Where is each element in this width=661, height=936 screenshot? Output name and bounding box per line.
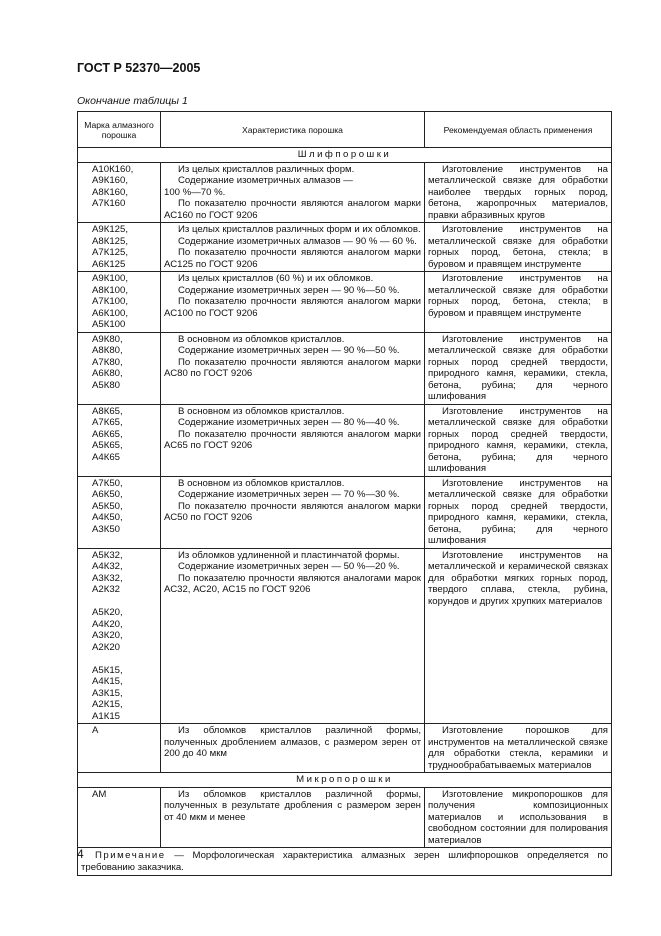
application-text: Изготовление микропорошков для получения композиционных материалов и использования в свободном состоянии для полирования материалов bbox=[428, 788, 608, 846]
characteristic-cell bbox=[161, 332, 425, 404]
application-cell bbox=[425, 272, 612, 333]
characteristic-line: По показателю прочности являются аналогом марки АС160 по ГОСТ 9206 bbox=[164, 198, 421, 221]
note-label: Примечание bbox=[95, 850, 166, 861]
section-title-grinding: Шлифпорошки bbox=[78, 148, 612, 163]
application-text: Изготовление инструментов на металлической связке для обработки горных пород средней твердости, природного камня, керамики, стекла, бетона, рубина; для черного шлифования bbox=[428, 405, 608, 474]
table-row bbox=[78, 332, 612, 404]
application-text: Изготовление инструментов на металлической связке для обработки наиболее твердых горных пород, бетона, жаропрочных материалов, правки абразивных кругов bbox=[428, 163, 608, 221]
application-cell bbox=[425, 404, 612, 476]
grade-cell: А9К100, А8К100, А7К100, А6К100, А5К100 bbox=[78, 272, 161, 333]
application-text: Изготовление инструментов на металлической связке для обработки горных пород, бетона, стекла; в буровом и правящем инструменте bbox=[428, 273, 608, 319]
table-row bbox=[78, 548, 612, 724]
characteristic-cell bbox=[161, 162, 425, 223]
characteristic-cell bbox=[161, 404, 425, 476]
page-number: 4 bbox=[77, 847, 84, 861]
characteristic-cell bbox=[161, 272, 425, 333]
application-text: Изготовление инструментов на металлической связке для обработки горных пород средней твердости, природного камня, керамики, стекла, бетона, рубина; для черного шлифования bbox=[428, 477, 608, 546]
characteristic-line: В основном из обломков кристаллов. bbox=[178, 333, 345, 345]
application-cell bbox=[425, 724, 612, 773]
note-row bbox=[78, 848, 612, 876]
characteristic-line: По показателю прочности являются аналогами марок АС32, АС20, АС15 по ГОСТ 9206 bbox=[164, 572, 421, 595]
characteristic-line: 100 %—70 %. bbox=[164, 186, 226, 198]
characteristic-line: В основном из обломков кристаллов. bbox=[178, 405, 345, 417]
table-row bbox=[78, 476, 612, 548]
characteristic-line: Содержание изометричных зерен — 70 %—30 %. bbox=[178, 489, 400, 500]
characteristic-line: По показателю прочности являются аналогом марки АС80 по ГОСТ 9206 bbox=[164, 356, 421, 379]
characteristic-cell bbox=[161, 223, 425, 272]
section-row-micro-powders bbox=[78, 773, 612, 788]
table-note bbox=[78, 848, 612, 876]
table-row bbox=[78, 272, 612, 333]
characteristic-line: По показателю прочности являются аналогом марки АС50 по ГОСТ 9206 bbox=[164, 500, 421, 523]
characteristic-line: Из обломков кристаллов различной формы, полученных в результате дробления с размером зерен от 40 мкм и менее bbox=[164, 788, 421, 823]
characteristic-line: Содержание изометричных зерен — 80 %—40 %. bbox=[178, 417, 400, 428]
application-cell bbox=[425, 476, 612, 548]
characteristic-cell bbox=[161, 724, 425, 773]
table-row bbox=[78, 162, 612, 223]
application-cell bbox=[425, 162, 612, 223]
application-text: Изготовление инструментов на металлической связке для обработки горных пород, бетона, стекла; в буровом и правящем инструменте bbox=[428, 224, 608, 270]
grade-cell: А bbox=[78, 724, 161, 773]
grade-cell: А5К32, А4К32, А3К32, А2К32 А5К20, А4К20, А3К20, А2К20 А5К15, А4К15, А3К15, А2К15, А1К15 bbox=[78, 548, 161, 724]
column-header-application: Рекомендуемая область применения bbox=[425, 112, 612, 148]
table-row bbox=[78, 787, 612, 848]
table-row bbox=[78, 223, 612, 272]
characteristic-cell bbox=[161, 476, 425, 548]
powder-spec-table bbox=[77, 111, 612, 876]
characteristic-line: Из целых кристаллов различных форм и их обломков. bbox=[178, 224, 421, 235]
application-cell bbox=[425, 787, 612, 848]
characteristic-line: Содержание изометричных зерен — 90 %—50 %. bbox=[178, 345, 400, 356]
table-row bbox=[78, 404, 612, 476]
characteristic-line: В основном из обломков кристаллов. bbox=[178, 477, 345, 489]
grade-cell: А9К125, А8К125, А7К125, А6К125 bbox=[78, 223, 161, 272]
characteristic-line: По показателю прочности являются аналогом марки АС100 по ГОСТ 9206 bbox=[164, 296, 421, 319]
application-cell bbox=[425, 223, 612, 272]
characteristic-line: Из обломков кристаллов различной формы, полученных дроблением алмазов, с размером зерен от 200 до 40 мкм bbox=[164, 725, 421, 759]
grade-cell: А8К65, А7К65, А6К65, А5К65, А4К65 bbox=[78, 404, 161, 476]
characteristic-cell bbox=[161, 548, 425, 724]
grade-cell: А7К50, А6К50, А5К50, А4К50, А3К50 bbox=[78, 476, 161, 548]
characteristic-line: Из обломков удлиненной и пластинчатой формы. bbox=[178, 549, 400, 561]
table-caption: Окончание таблицы 1 bbox=[77, 95, 188, 107]
grade-cell: А9К80, А8К80, А7К80, А6К80, А5К80 bbox=[78, 332, 161, 404]
characteristic-line: По показателю прочности являются аналогом марки АС65 по ГОСТ 9206 bbox=[164, 428, 421, 451]
note-text: — Морфологическая характеристика алмазных зерен шлифпорошков определяется по требованию заказчика. bbox=[81, 850, 608, 873]
characteristic-cell bbox=[161, 787, 425, 848]
characteristic-line: Из целых кристаллов различных форм. bbox=[178, 163, 355, 175]
characteristic-line: Содержание изометричных зерен — 50 %—20 %. bbox=[178, 561, 400, 572]
table-header-row bbox=[78, 112, 612, 148]
application-cell bbox=[425, 548, 612, 724]
characteristic-line: По показателю прочности являются аналогом марки АС125 по ГОСТ 9206 bbox=[164, 247, 421, 270]
application-text: Изготовление инструментов на металлической связке для обработки горных пород средней твердости, природного камня, керамики, стекла, бетона, рубина; для черного шлифования bbox=[428, 333, 608, 402]
grade-cell: АМ bbox=[78, 787, 161, 848]
characteristic-line: Содержание изометричных алмазов — 90 % — 60 %. bbox=[178, 235, 417, 247]
application-cell bbox=[425, 332, 612, 404]
section-title-micro: Микропорошки bbox=[78, 773, 612, 788]
grade-cell: А10К160, А9К160, А8К160, А7К160 bbox=[78, 162, 161, 223]
characteristic-line: Содержание изометричных алмазов — bbox=[178, 175, 353, 186]
table-row bbox=[78, 724, 612, 773]
characteristic-line: Из целых кристаллов (60 %) и их обломков. bbox=[178, 273, 374, 284]
characteristic-line: Содержание изометричных зерен — 90 %—50 %. bbox=[178, 284, 400, 296]
document-header: ГОСТ Р 52370—2005 bbox=[77, 61, 201, 75]
column-header-grade: Марка алмазного порошка bbox=[78, 112, 161, 148]
column-header-characteristic: Характеристика порошка bbox=[161, 112, 425, 148]
application-text: Изготовление порошков для инструментов на металлической связке для обработки стекла, керамики и труднообрабатываемых материалов bbox=[428, 725, 608, 771]
section-row-grinding-powders bbox=[78, 148, 612, 163]
application-text: Изготовление инструментов на металлической и керамической связках для обработки мягких горных пород, твердого сплава, стекла, рубина, корундов и других хрупких материалов bbox=[428, 549, 608, 607]
